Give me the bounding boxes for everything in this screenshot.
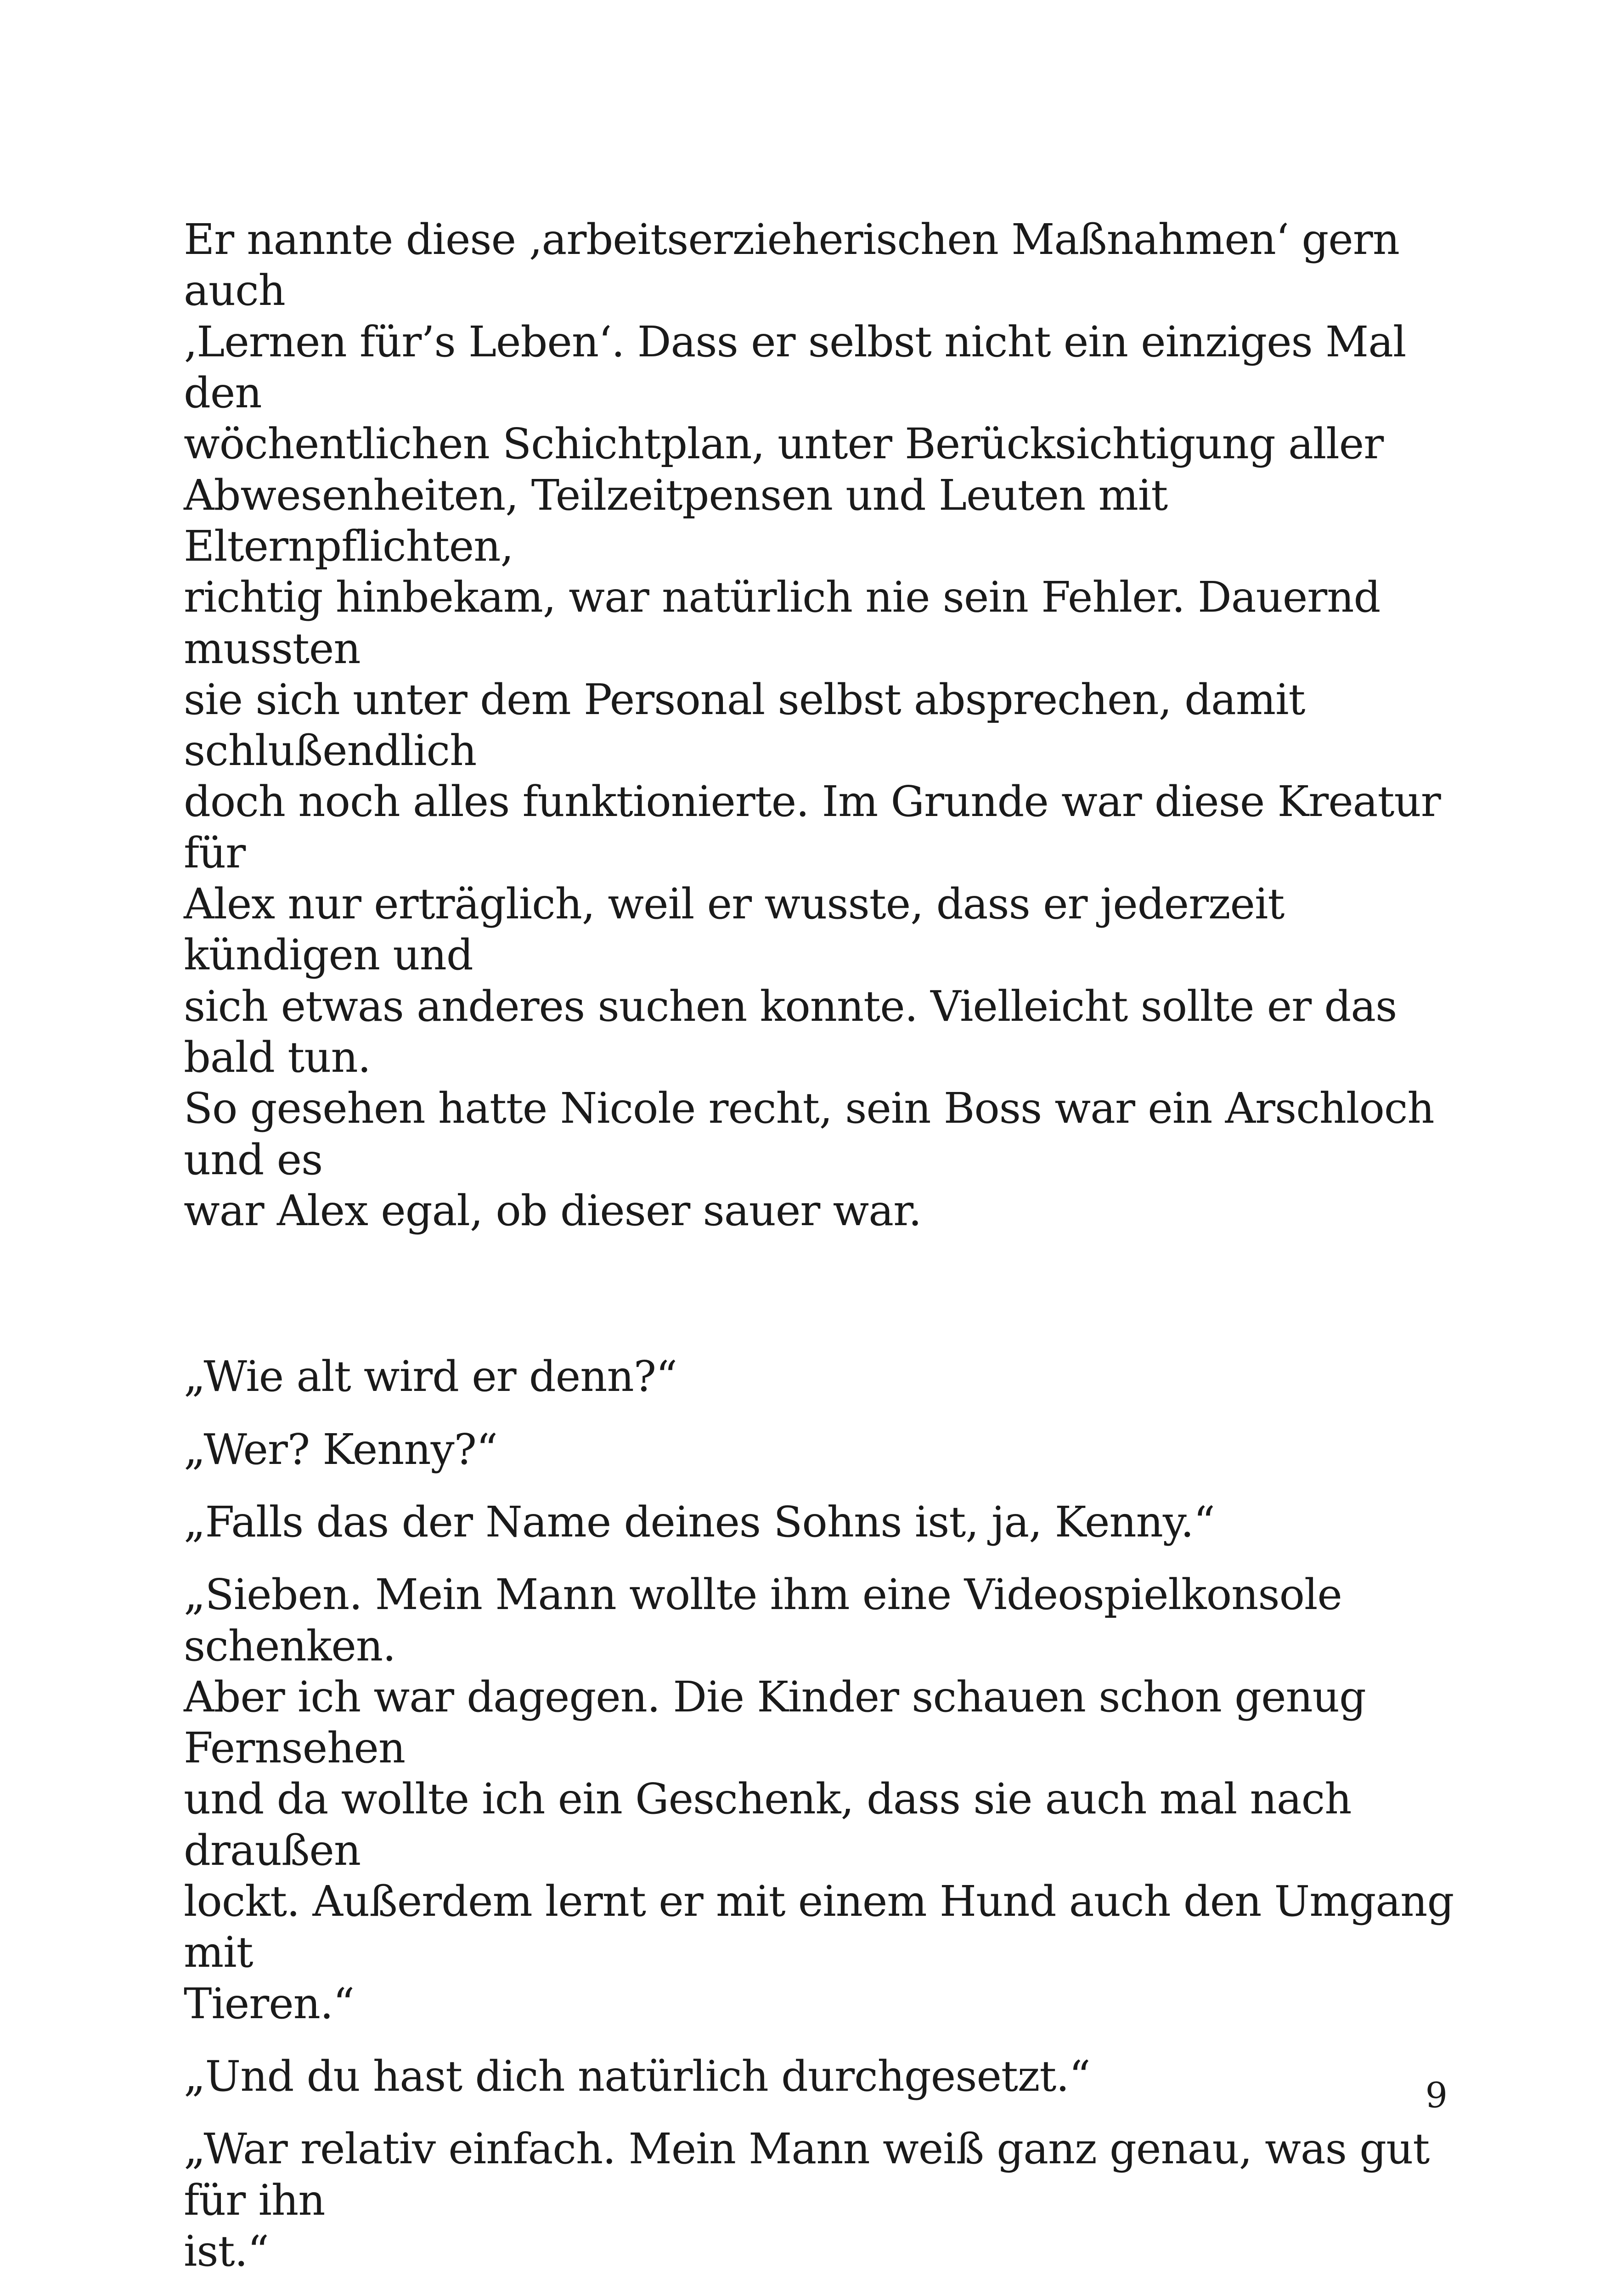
narrative-paragraph: Er nannte diese ‚arbeitserzieherischen Maßnahmen‘ gern auch ‚Lernen für’s Leben‘. Dass er selbst nicht ein einziges Mal den wöchentlichen Schichtplan, unter Berücksichtigung aller Abwesenheiten, Teilzeitpensen und Leuten mit Elternpflichten, richtig hinbekam, war natürlich nie sein Fehler. Dauernd mussten sie sich unter dem Personal selbst absprechen, damit schlußendlich doch noch alles funktionierte. Im Grunde war diese Kreatur für Alex nur erträglich, weil er wusste, dass er jederzeit kündigen und sich etwas anderes suchen konnte. Vielleicht sollte er das bald tun. So gesehen hatte Nicole recht, sein Boss war ein Arschloch und es war Alex egal, ob dieser sauer war. bbox=[184, 215, 1441, 1235]
dialogue-line: „War relativ einfach. Mein Mann weiß ganz genau, was gut für ihn ist.“ bbox=[184, 2124, 1430, 2276]
dialogue-line: „Wer? Kenny?“ bbox=[184, 1424, 497, 1474]
dialogue-line: „Und du hast dich natürlich durchgesetzt.“ bbox=[184, 2052, 1090, 2101]
dialogue-line: „Falls das der Name deines Sohns ist, ja, Kenny.“ bbox=[184, 1497, 1215, 1547]
page-number: 9 bbox=[1425, 2075, 1448, 2116]
dialogue-line: „Sieben. Mein Mann wollte ihm eine Videospielkonsole schenken. Aber ich war dagegen. Die Kinder schauen schon genug Fernsehen und da wollte ich ein Geschenk, dass sie auch mal nach draußen lockt. Außerdem lernt er mit einem Hund auch den Umgang mit Tieren.“ bbox=[184, 1570, 1454, 2028]
dialogue-line: „Wie alt wird er denn?“ bbox=[184, 1352, 677, 1401]
dialogue-section bbox=[184, 1351, 1470, 2296]
text-column bbox=[184, 214, 1470, 2296]
